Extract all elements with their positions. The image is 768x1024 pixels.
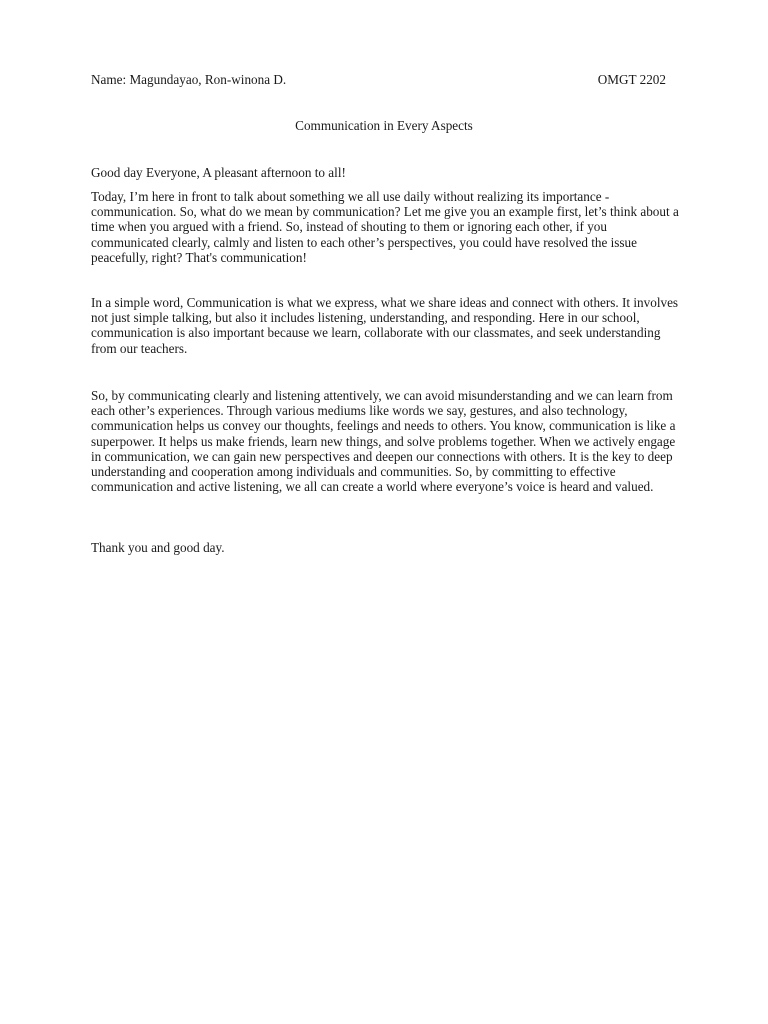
body-paragraph-1: Today, I’m here in front to talk about something we all use daily without realizing its importance - communication. So, what do we mean by communication? Let me give you an example first, let’s think about a time when you argued with a friend. So, instead of shouting to them or ignoring each other, if you communicated clearly, calmly and listen to each other’s perspectives, you could have resolved the issue peacefully, right? That's communication!	[91, 189, 679, 265]
body-paragraph-3: So, by communicating clearly and listening attentively, we can avoid misunderstanding and we can learn from each other’s experiences. Through various mediums like words we say, gestures, and also technology, communication helps us convey our thoughts, feelings and needs to others. You know, communication is like a superpower. It helps us make friends, learn new things, and solve problems together. When we actively engage in communication, we can gain new perspectives and deepen our connections with others. It is the key to deep understanding and cooperation among individuals and communities. So, by committing to effective communication and active listening, we all can create a world where everyone’s voice is heard and valued.	[91, 388, 676, 495]
closing-paragraph: Thank you and good day.	[91, 540, 225, 555]
header-row	[91, 72, 666, 88]
body-paragraph-2: In a simple word, Communication is what we express, what we share ideas and connect with others. It involves not just simple talking, but also it includes listening, understanding, and responding. Here in our school, communication is also important because we learn, collaborate with our classmates, and seek understanding from our teachers.	[91, 295, 679, 356]
document-title: Communication in Every Aspects	[295, 118, 473, 133]
course-code: OMGT 2202	[597, 72, 666, 87]
student-name: Name: Magundayao, Ron-winona D.	[91, 72, 287, 87]
greeting-paragraph: Good day Everyone, A pleasant afternoon to all!	[91, 165, 346, 180]
